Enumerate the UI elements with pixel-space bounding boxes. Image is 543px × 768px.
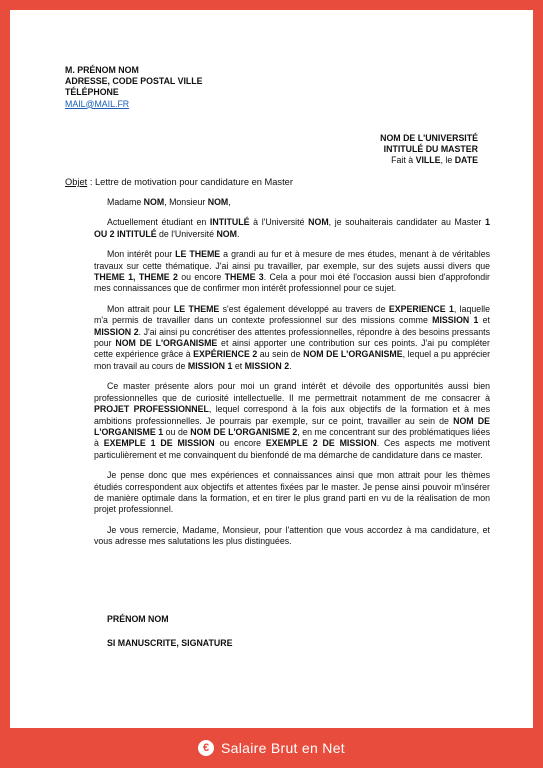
placeholder-field: MISSION 1 [432,315,479,326]
body-paragraph [94,381,490,461]
text-run: . J'ai ainsi pu concrétiser des attentes professionnelles, répondre à des besoins pressants pour [94,326,490,349]
text-run: Actuellement étudiant en [107,217,210,228]
placeholder-field: EXEMPLE 2 DE MISSION [265,438,377,449]
text-run: Mon intérêt pour [107,249,176,260]
date-mid: , le [440,155,455,166]
text-run: Je pense donc que mes expériences et connaissances ainsi que mon attrait pour les thèmes étudiés correspondent aux objectifs et attentes fixées par le master. Je pense ainsi pouvoir m'insérer de manière optimale dans la formation, et en tirer le plus grand parti en vu de la réalisation de mon projet professionnel. [94,470,490,515]
salutation-part: NOM [143,197,165,207]
footer-banner [0,728,543,768]
recipient-master: INTITULÉ DU MASTER [383,144,478,155]
placeholder-field: NOM [216,228,237,239]
object-text: : Lettre de motivation pour candidature en Master [87,177,293,187]
recipient-block [380,133,478,167]
placeholder-field: EXEMPLE 1 DE MISSION [103,438,215,449]
text-run: a grandi au fur et à mesure de mes études, menant à de véritables travaux sur cette thématique. J'ai ainsi pu travailler, par exemple, sur des sujets aussi divers que [94,249,490,271]
body-paragraph [94,525,490,548]
text-run: . [289,360,292,371]
placeholder-field: MISSION 2 [244,360,290,371]
text-run: . [236,228,240,239]
letter-body [94,197,490,557]
sender-block [65,65,203,110]
text-run: ou encore [214,438,266,449]
placeholder-field: NOM DE L'ORGANISME 1 [94,415,490,437]
text-run: , lequel a pu apprécier mon travail au cours de [94,349,491,371]
body-paragraph [94,470,490,516]
placeholder-field: 1 OU 2 INTITULÉ [94,217,491,239]
placeholder-field: THEME 1, THEME 2 [94,272,178,283]
euro-coin-icon: € [198,740,214,756]
signature-line: SI MANUSCRITE, SIGNATURE [107,638,233,648]
text-run: , lequel correspond à la fois aux objectifs de la formation et à mes ambitions professionnelles. Je pourrais par exemple, sur ce point, travailler au sein de [94,404,490,426]
placeholder-field: NOM DE L'ORGANISME [303,349,403,360]
salutation [107,197,490,208]
text-run: Mon attrait pour [107,303,174,314]
date-prefix: Fait à [391,155,416,166]
brand-name: Salaire Brut en Net [221,740,345,756]
sender-phone: TÉLÉPHONE [65,87,119,98]
salutation-part: Madame [107,197,144,207]
object-label: Objet [65,177,88,187]
text-run: s'est également développé au travers de [219,303,389,314]
place-date-line [380,155,478,166]
text-run: . Cela a pour moi été l'occasion aussi bien d'approfondir mes connaissances que de confirmer mon intérêt professionnel pour ce sujet. [94,272,490,294]
sender-address: ADRESSE, CODE POSTAL VILLE [65,76,203,87]
salutation-part: , Monsieur [164,197,208,207]
text-run: , laquelle m'a permis de travailler dans un contexte professionnel sur des missions comme [94,303,491,326]
city: VILLE [415,155,441,166]
body-paragraphs [94,217,490,547]
text-run: , je souhaiterais candidater au Master [328,217,486,228]
salutation-part: , [228,197,231,207]
placeholder-field: THEME 3 [224,272,264,283]
placeholder-field: MISSION 2 [94,326,139,337]
text-run: Je vous remercie, Madame, Monsieur, pour l'attention que vous accordez à ma candidature, et vous adresse mes salutations les plus distinguées. [94,524,490,547]
signature-name: PRÉNOM NOM [107,614,169,624]
placeholder-field: NOM DE L'ORGANISME [115,338,218,349]
placeholder-field: LE THEME [175,249,221,260]
object-line [65,177,293,187]
text-run: et [478,315,491,326]
placeholder-field: EXPÉRIENCE 2 [193,349,258,360]
body-paragraph [94,217,490,240]
text-run: et ainsi apporter une contribution sur ces points. J'ai pu compléter cette expérience grâce à [94,338,490,360]
text-run: et [232,360,245,371]
body-paragraph [94,304,490,372]
text-run: . Ces aspects me motivent particulièrement et me convainquent du bienfondé de ma démarche de candidature dans ce master. [94,438,490,460]
recipient-university: NOM DE L'UNIVERSITÉ [380,133,478,143]
placeholder-field: INTITULÉ [209,217,250,228]
text-run: de l'Université [156,228,217,239]
sender-name: M. PRÉNOM NOM [65,65,139,75]
placeholder-field: LE THEME [173,303,220,314]
placeholder-field: MISSION 1 [187,360,233,371]
placeholder-field: EXPERIENCE 1 [388,303,454,314]
text-run: à l'Université [249,217,309,228]
text-run: ou de [163,426,191,437]
body-paragraph [94,249,490,295]
text-run: Ce master présente alors pour moi un grand intérêt et dévoile des opportunités aussi bien professionnelles que de curiosité intellectuelle. Il me permettrait notamment de me consacrer à [94,381,490,403]
text-run: au sein de [257,349,304,360]
text-run: , en me concentrant sur des problématiques liées à [94,426,490,449]
salutation-part: NOM [207,197,229,207]
sender-email-link[interactable]: MAIL@MAIL.FR [65,98,130,109]
text-run: ou encore [177,272,225,283]
placeholder-field: PROJET PROFESSIONNEL [94,404,209,415]
date: DATE [454,155,478,166]
letter-page [10,10,533,728]
placeholder-field: NOM [308,217,329,228]
placeholder-field: NOM DE L'ORGANISME 2 [190,426,298,437]
